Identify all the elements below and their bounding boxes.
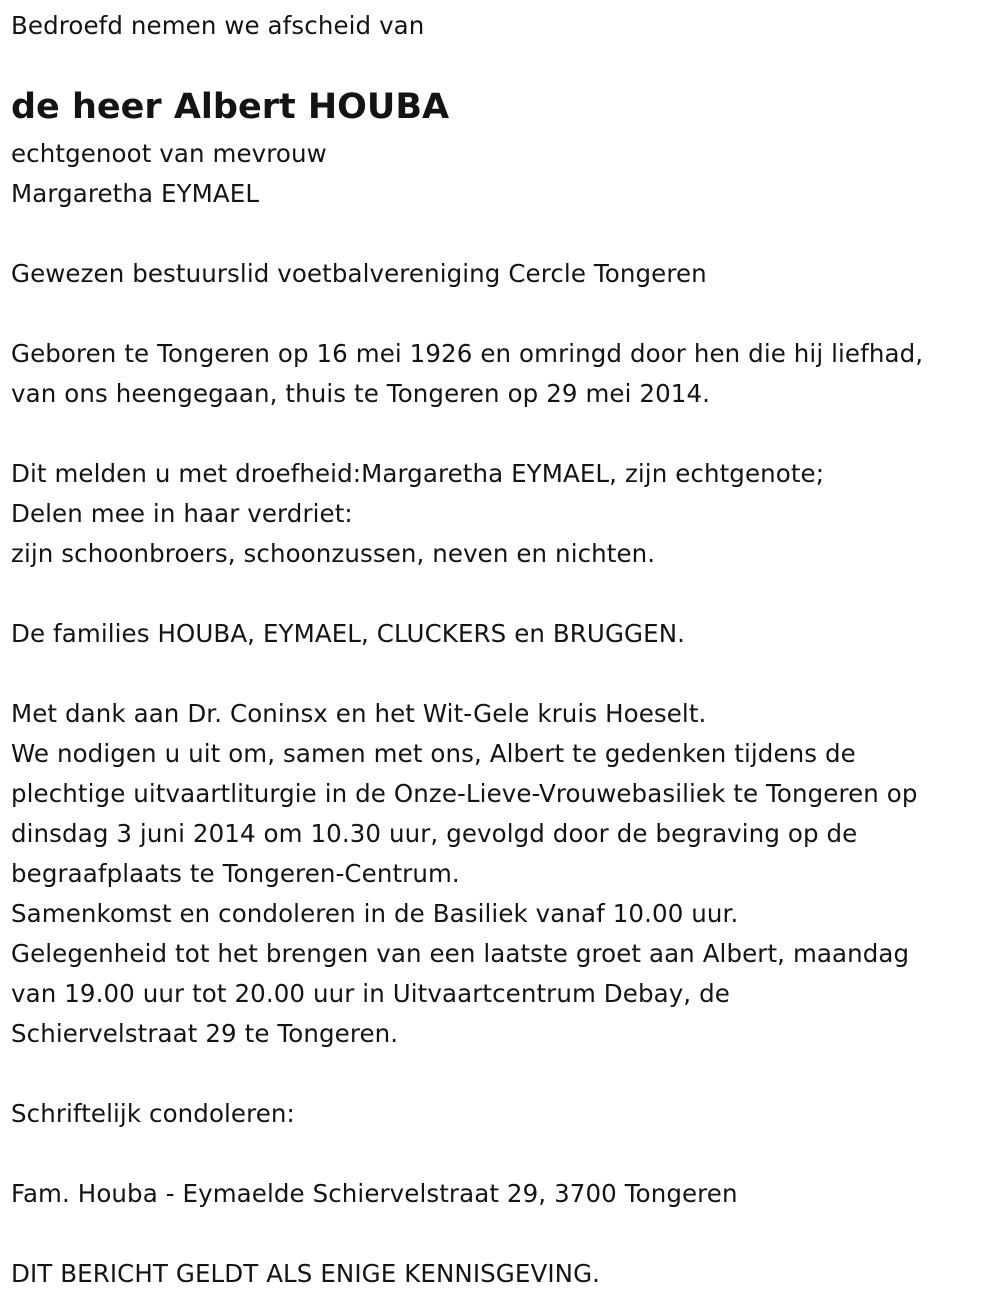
condolence-address: Fam. Houba - Eymaelde Schiervelstraat 29, 3700 Tongeren xyxy=(11,1179,738,1208)
address-block xyxy=(11,1174,738,1214)
ceremony-line: Gelegenheid tot het brengen van een laatste groet aan Albert, maandag xyxy=(11,939,910,968)
role-line: Gewezen bestuurslid voetbalvereniging Cercle Tongeren xyxy=(11,259,707,288)
condolence-block xyxy=(11,1094,295,1134)
intro-text: Bedroefd nemen we afscheid van xyxy=(11,11,425,40)
spouse-block xyxy=(11,134,327,214)
ceremony-line: Samenkomst en condoleren in de Basiliek vanaf 10.00 uur. xyxy=(11,899,739,928)
ceremony-line: Schiervelstraat 29 te Tongeren. xyxy=(11,1019,399,1048)
ceremony-line: dinsdag 3 juni 2014 om 10.30 uur, gevolgd door de begraving op de xyxy=(11,819,858,848)
closing-block xyxy=(11,1254,600,1294)
family-block xyxy=(11,454,824,574)
condolence-label: Schriftelijk condoleren: xyxy=(11,1099,295,1128)
birth-death-block xyxy=(11,334,923,414)
ceremony-line: plechtige uitvaartliturgie in de Onze-Lieve-Vrouwebasiliek te Tongeren op xyxy=(11,779,918,808)
birth-death-line: van ons heengegaan, thuis te Tongeren op 29 mei 2014. xyxy=(11,379,711,408)
ceremony-block xyxy=(11,694,918,1054)
role-block xyxy=(11,254,707,294)
birth-death-line: Geboren te Tongeren op 16 mei 1926 en omringd door hen die hij liefhad, xyxy=(11,339,924,368)
ceremony-line: van 19.00 uur tot 20.00 uur in Uitvaartcentrum Debay, de xyxy=(11,979,730,1008)
families-line: De families HOUBA, EYMAEL, CLUCKERS en BRUGGEN. xyxy=(11,619,686,648)
ceremony-line: We nodigen u uit om, samen met ons, Albert te gedenken tijdens de xyxy=(11,739,856,768)
family-line: Delen mee in haar verdriet: xyxy=(11,499,353,528)
deceased-name: de heer Albert HOUBA xyxy=(11,87,450,127)
ceremony-line: begraafplaats te Tongeren-Centrum. xyxy=(11,859,460,888)
closing-statement: DIT BERICHT GELDT ALS ENIGE KENNISGEVING. xyxy=(11,1259,601,1288)
family-line: zijn schoonbroers, schoonzussen, neven en nichten. xyxy=(11,539,656,568)
spouse-line: echtgenoot van mevrouw xyxy=(11,139,327,168)
spouse-line: Margaretha EYMAEL xyxy=(11,179,260,208)
family-line: Dit melden u met droefheid:Margaretha EYMAEL, zijn echtgenote; xyxy=(11,459,825,488)
ceremony-line: Met dank aan Dr. Coninsx en het Wit-Gele kruis Hoeselt. xyxy=(11,699,707,728)
families-block xyxy=(11,614,685,654)
